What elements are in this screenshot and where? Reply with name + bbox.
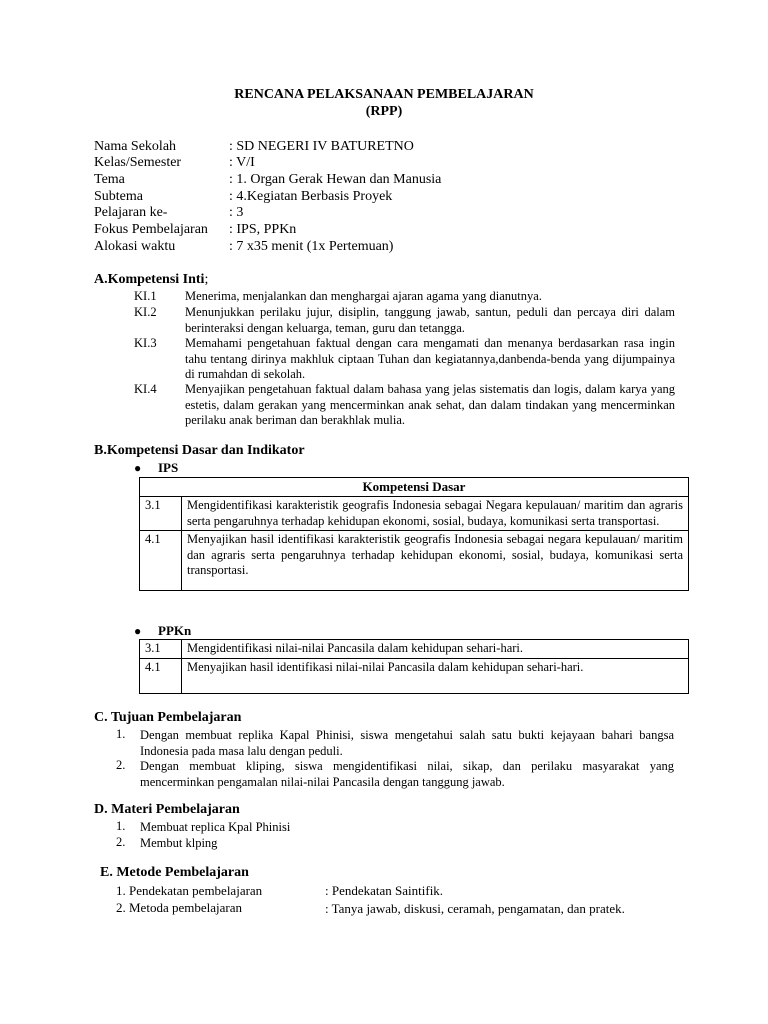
identity-label: Subtema [94, 189, 143, 204]
table-row [140, 531, 689, 591]
kd-number: 4.1 [140, 658, 182, 693]
identity-label: Kelas/Semester [94, 155, 182, 170]
kd-number: 3.1 [140, 497, 182, 531]
kd-number: 4.1 [140, 531, 182, 591]
kd-text: Menyajikan hasil identifikasi nilai-nilai Pancasila dalam kehidupan sehari-hari. [182, 658, 689, 693]
ki-code: KI.3 [134, 336, 157, 350]
method-value: : Pendekatan Saintifik. [325, 883, 444, 898]
table-row [140, 640, 689, 659]
identity-value: : SD NEGERI IV BATURETNO [229, 139, 414, 154]
ki-text: Menerima, menjalankan dan menghargai ajaran agama yang dianutnya. [185, 289, 542, 303]
ips-label: IPS [158, 460, 179, 475]
list-item: Membuat replica Kpal Phinisi [140, 820, 291, 834]
ppkn-label: PPKn [158, 623, 192, 638]
identity-value: : V/I [229, 155, 255, 170]
method-label: 2. Metoda pembelajaran [116, 900, 242, 915]
section-e-heading: E. Metode Pembelajaran [100, 865, 249, 880]
section-d-heading: D. Materi Pembelajaran [94, 802, 240, 817]
list-item: Dengan membuat kliping, siswa mengidentifikasi nilai, sikap, dan perilaku masyarakat yang mencerminkan pengamalan nilai-nilai Pancasila dengan tanggung jawab. [140, 759, 674, 789]
section-a-heading-suffix: ; [204, 272, 209, 287]
doc-subtitle: (RPP) [365, 104, 403, 119]
doc-title: RENCANA PELAKSANAAN PEMBELAJARAN [234, 87, 534, 102]
bullet-icon: ● [134, 624, 142, 638]
ki-code: KI.2 [134, 305, 157, 319]
ppkn-kd-table [139, 639, 689, 694]
section-c-heading: C. Tujuan Pembelajaran [94, 710, 242, 725]
list-number: 2. [116, 758, 126, 772]
kd-number: 3.1 [140, 640, 182, 659]
identity-value: : 7 x35 menit (1x Pertemuan) [229, 239, 394, 254]
kd-text: Mengidentifikasi nilai-nilai Pancasila dalam kehidupan sehari-hari. [182, 640, 689, 659]
kd-text: Menyajikan hasil identifikasi karakteristik geografis Indonesia sebagai negara kepulauan/ maritim dan agraris serta pengaruhnya terhadap kehidupan ekonomi, sosial, budaya, komunikasi serta transportasi. [182, 531, 689, 591]
ki-code: KI.4 [134, 382, 157, 396]
identity-value: : 1. Organ Gerak Hewan dan Manusia [229, 172, 442, 187]
list-item: Dengan membuat replika Kapal Phinisi, siswa mengetahui salah satu bukti kejayaan bahari bangsa Indonesia pada masa lalu dengan peduli. [140, 728, 674, 758]
section-a-heading-text: A.Kompetensi Inti [94, 272, 205, 287]
list-number: 1. [116, 819, 126, 833]
identity-label: Alokasi waktu [94, 239, 176, 254]
ips-kd-table [139, 477, 689, 591]
identity-value: : IPS, PPKn [229, 222, 297, 237]
table-header-row [140, 478, 689, 497]
identity-label: Pelajaran ke- [94, 205, 168, 220]
table-row [140, 658, 689, 693]
ki-text: Menunjukkan perilaku jujur, disiplin, tanggung jawab, santun, peduli dan percaya diri dalam berinteraksi dengan keluarga, teman, guru dan tetangga. [185, 305, 675, 335]
ki-code: KI.1 [134, 289, 157, 303]
identity-label: Tema [94, 172, 125, 187]
identity-value: : 3 [229, 205, 244, 220]
table-row [140, 497, 689, 531]
kd-text: Mengidentifikasi karakteristik geografis Indonesia sebagai Negara kepulauan/ maritim dan agraris serta pengaruhnya terhadap kehidupan ekonomi, sosial, budaya, komunikasi serta transportasi. [182, 497, 689, 531]
list-number: 2. [116, 835, 126, 849]
bullet-icon: ● [134, 461, 142, 475]
ki-text: Menyajikan pengetahuan faktual dalam bahasa yang jelas sistematis dan logis, dalam karya yang estetis, dalam gerakan yang mencerminkan anak sehat, dan dalam tindakan yang mencerminkan perilaku anak beriman dan berakhlak mulia. [185, 382, 675, 428]
list-number: 1. [116, 727, 126, 741]
identity-value: : 4.Kegiatan Berbasis Proyek [229, 189, 393, 204]
method-label: 1. Pendekatan pembelajaran [116, 883, 263, 898]
table-header: Kompetensi Dasar [140, 478, 689, 497]
identity-label: Fokus Pembelajaran [94, 222, 208, 237]
section-b-heading: B.Kompetensi Dasar dan Indikator [94, 443, 305, 458]
list-item: Membut klping [140, 836, 218, 850]
ki-text: Memahami pengetahuan faktual dengan cara mengamati dan menanya berdasarkan rasa ingin tahu tentang dirinya makhluk ciptaan Tuhan dan kegiatannya,danbenda-benda yang dijumpainya di rumahdan di sekolah. [185, 336, 675, 382]
section-a-heading [94, 272, 208, 288]
identity-label: Nama Sekolah [94, 139, 177, 154]
method-value: : Tanya jawab, diskusi, ceramah, pengamatan, dan pratek. [325, 901, 625, 916]
